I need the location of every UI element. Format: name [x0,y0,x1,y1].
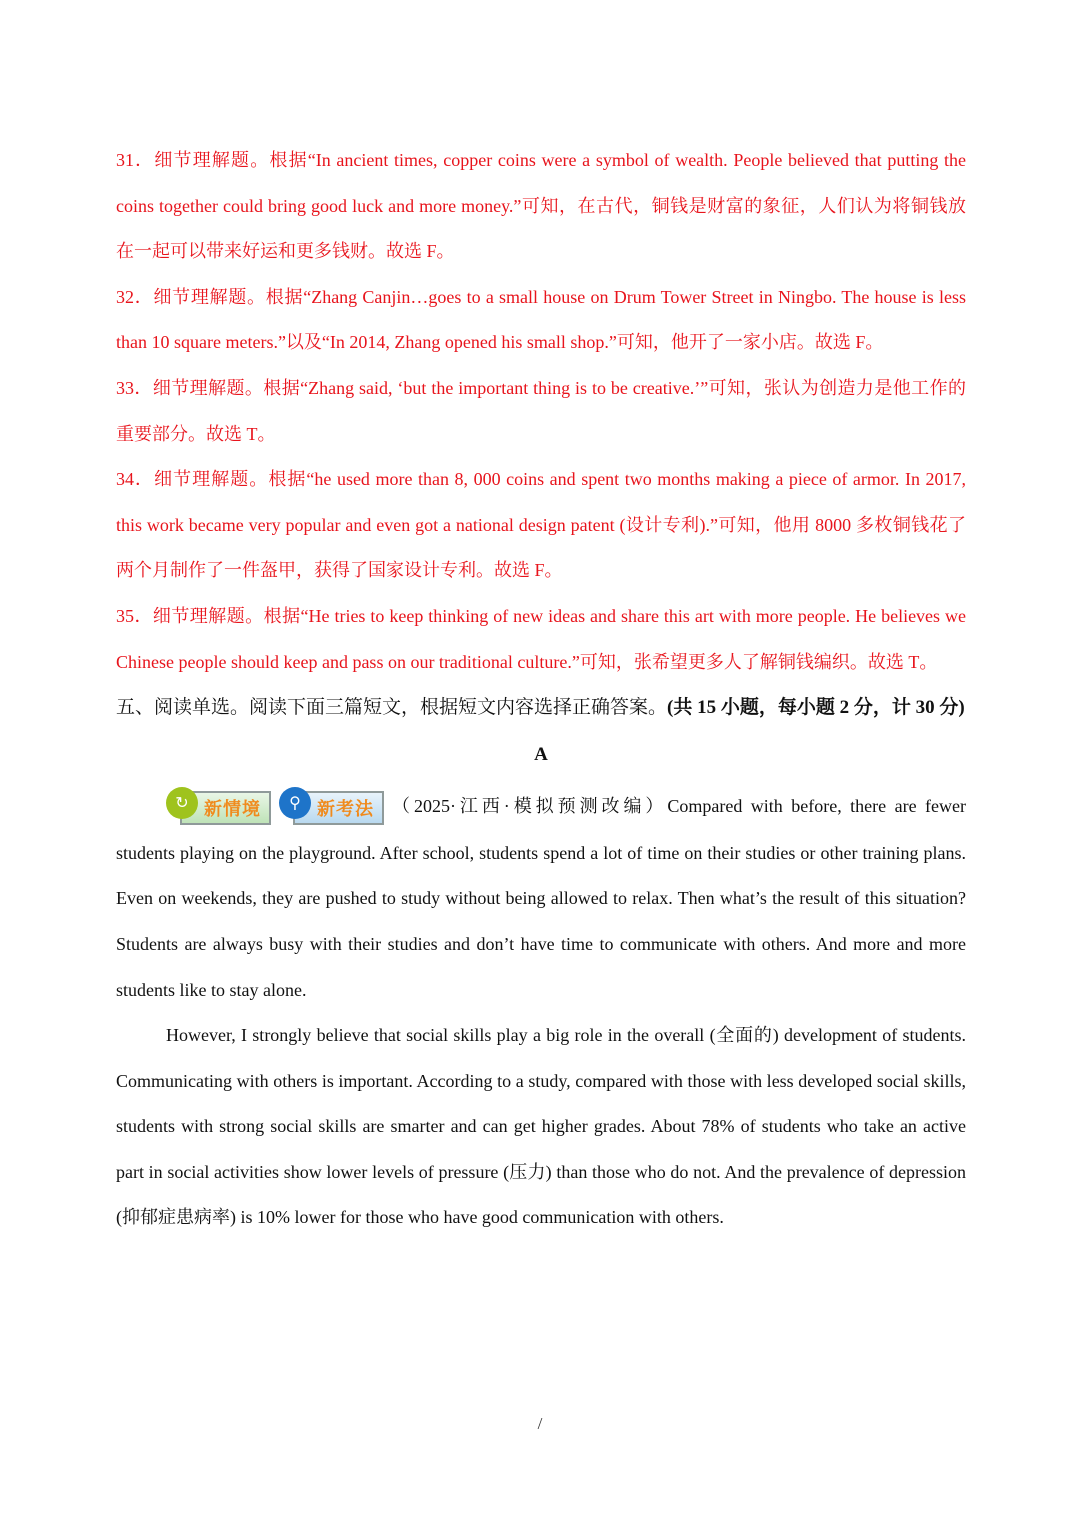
page-footer: / [537,1414,543,1433]
search-icon: ⚲ [279,787,311,819]
passage-title: A [534,743,548,765]
passage-paragraph-2: However, I strongly believe that social skills play a big role in the overall (全面的) development of students. Communicating with others is important. According to a study, compared with those with less developed social skills, students with strong social skills are smarter and can get higher grades. About 78% of students who take an active part in social activities show lower levels of pressure (压力) than those who do not. And the prevalence of depression (抑郁症患病率) is 10% lower for those who have good communication with others. [116,1025,966,1228]
passage-source-line: （2025·江西·模拟预测改编）Compared with before, there are fewer [392,795,966,816]
answer-35: 35．细节理解题。根据“He tries to keep thinking of new ideas and share this art with more people. He believes we Chinese people should keep and pass on our traditional culture.”可知，张希望更多人了解铜钱编织。故选 T。 [116,605,966,672]
section-heading [116,685,966,731]
answer-32: 32．细节理解题。根据“Zhang Canjin…goes to a small house on Drum Tower Street in Ningbo. The house is less than 10 square meters.”以及“In 2014, Zhang opened his small shop.”可知，他开了一家小店。故选 F。 [116,286,966,353]
new-context-badge [166,787,271,823]
new-context-label: 新情境 [180,791,271,825]
refresh-icon: ↻ [166,787,198,819]
answer-31: 31．细节理解题。根据“In ancient times, copper coins were a symbol of wealth. People believed that putting the coins together could bring good luck and more money.”可知，在古代，铜钱是财富的象征，人们认为将铜钱放在一起可以带来好运和更多钱财。故选 F。 [116,150,966,262]
section-heading-score: (共 15 小题，每小题 2 分，计 30 分) [667,697,965,719]
passage-paragraph-1: students playing on the playground. After school, students spend a lot of time on their studies or other training plans. Even on weekends, they are pushed to study without being allowed to relax. Then what’s the result of this situation? Students are always busy with their studies and don’t have time to communicate with others. And more and more students like to stay alone. [116,842,966,1000]
passage-first-line [116,779,966,831]
section-heading-text: 五、阅读单选。阅读下面三篇短文，根据短文内容选择正确答案。 [116,697,668,719]
new-exam-badge [279,787,384,823]
new-exam-label: 新考法 [293,791,384,825]
answer-34: 34．细节理解题。根据“he used more than 8, 000 coins and spent two months making a piece of armor. In 2017, this work became very popular and even got a national design patent (设计专利).”可知，他用 8000 多枚铜钱花了两个月制作了一件盔甲，获得了国家设计专利。故选 F。 [116,469,966,581]
answer-33: 33．细节理解题。根据“Zhang said, ‘but the important thing is to be creative.’”可知，张认为创造力是他工作的重要部分。故选 T。 [116,377,966,444]
document-page [116,138,966,1241]
